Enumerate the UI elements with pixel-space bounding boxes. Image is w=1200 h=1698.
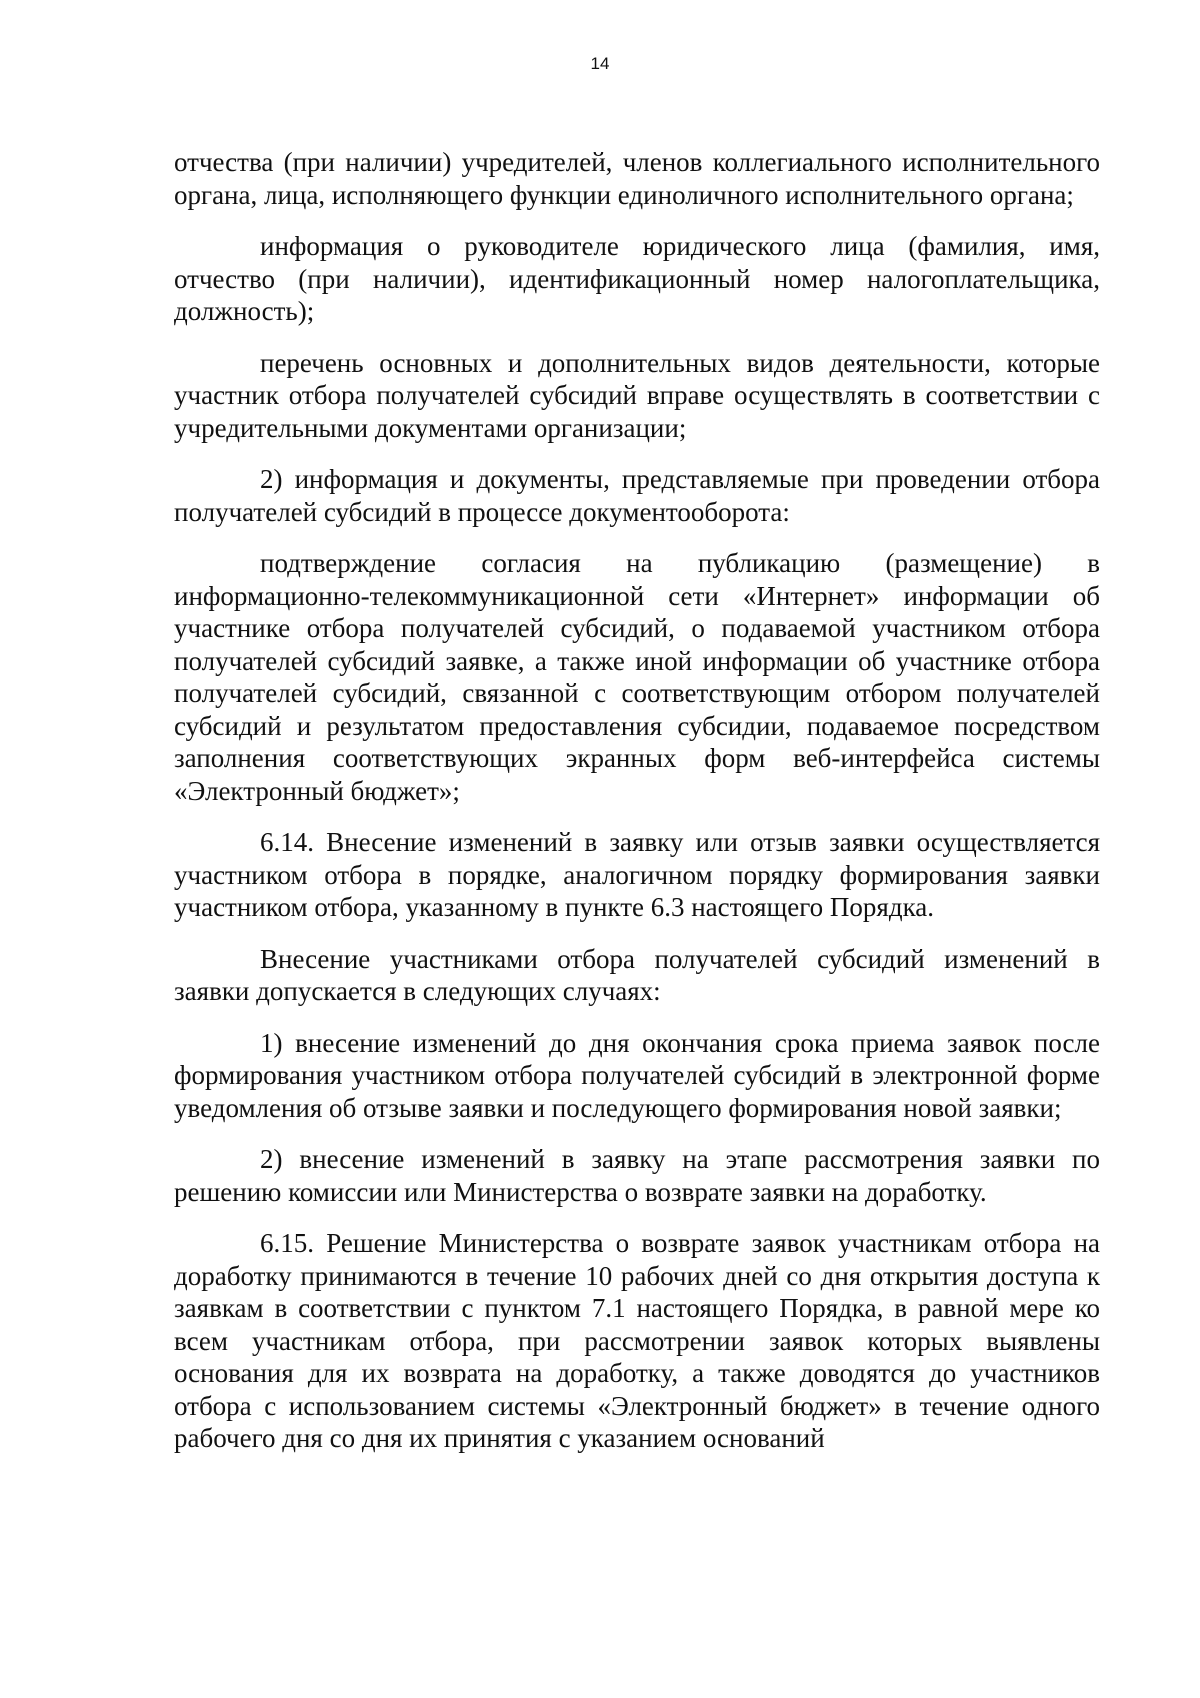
paragraph-continuation-founders: отчества (при наличии) учредителей, членов коллегиального исполнительного органа, лица, исполняющего функции единоличного исполнительного органа; — [174, 147, 1100, 210]
paragraph-activity-list: перечень основных и дополнительных видов деятельности, которые участник отбора получателей субсидий вправе осуществлять в соответствии с учредительными документами организации; — [174, 347, 1100, 443]
paragraph-section-6-14: 6.14. Внесение изменений в заявку или отзыв заявки осуществляется участником отбора в порядке, аналогичном порядку формирования заявки участником отбора, указанному в пункте 6.3 настоящего Порядка. — [174, 827, 1100, 922]
paragraph-head-info: информация о руководителе юридического лица (фамилия, имя, отчество (при наличии), идентификационный номер налогоплательщика, должность); — [174, 231, 1100, 326]
paragraph-publication-consent: подтверждение согласия на публикацию (размещение) в информационно-телекоммуникационной сети «Интернет» информации об участнике отбора получателей субсидий, о подаваемой участником отбора получателей субсидий заявке, а также иной информации об участнике отбора получателей субсидий, связанной с соответствующим отбором получателей субсидий и результатом предоставления субсидии, подаваемое посредством заполнения соответствующих экранных форм веб-интерфейса системы «Электронный бюджет»; — [174, 548, 1100, 806]
paragraph-case-2: 2) внесение изменений в заявку на этапе рассмотрения заявки по решению комиссии или Министерства о возврате заявки на доработку. — [174, 1144, 1100, 1207]
paragraph-changes-cases: Внесение участниками отбора получателей субсидий изменений в заявки допускается в следующих случаях: — [174, 943, 1100, 1006]
paragraph-case-1: 1) внесение изменений до дня окончания срока приема заявок после формирования участником отбора получателей субсидий в электронной форме уведомления об отзыве заявки и последующего формирования новой заявки; — [174, 1027, 1100, 1123]
paragraph-item-2-documents: 2) информация и документы, представляемые при проведении отбора получателей субсидий в процессе документооборота: — [174, 464, 1100, 527]
paragraph-section-6-15: 6.15. Решение Министерства о возврате заявок участникам отбора на доработку принимаются в течение 10 рабочих дней со дня открытия доступа к заявкам в соответствии с пунктом 7.1 настоящего Порядка, в равной мере ко всем участникам отбора, при рассмотрении заявок которых выявлены основания для их возврата на доработку, а также доводятся до участников отбора с использованием системы «Электронный бюджет» в течение одного рабочего дня со дня их принятия с указанием оснований — [174, 1228, 1100, 1453]
page-number: 14 — [590, 54, 610, 73]
document-body — [174, 146, 1100, 1474]
